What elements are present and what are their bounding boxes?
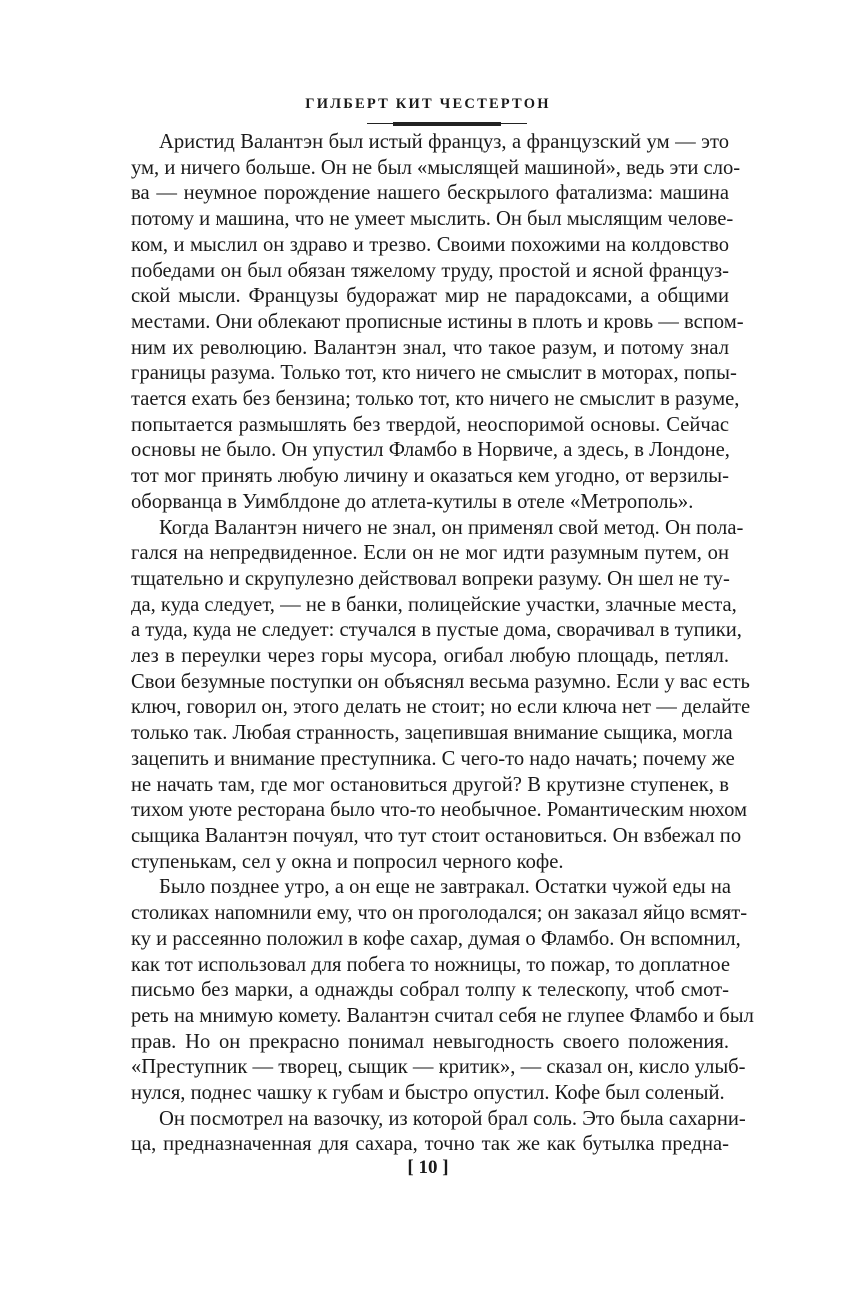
text-line: ум, и ничего больше. Он не был «мыслящей машиной», ведь эти сло- [131, 156, 741, 179]
running-header: ГИЛБЕРТ КИТ ЧЕСТЕРТОН [305, 96, 551, 112]
text-line: ца, предназначенная для сахара, точно так же как бутылка предна- [131, 1133, 729, 1156]
text-line: прав. Но он прекрасно понимал невыгодность своего положения. [131, 1030, 729, 1053]
text-line: основы не было. Он упустил Фламбо в Норвиче, а здесь, в Лондоне, [131, 439, 730, 462]
text-line: тается ехать без бензина; только тот, кто ничего не смыслит в разуме, [131, 388, 740, 411]
text-line: Было позднее утро, а он еще не завтракал. Остатки чужой еды на [159, 876, 732, 899]
text-line: только так. Любая странность, зацепившая внимание сыщика, могла [131, 722, 733, 745]
text-line: да, куда следует, — не в банки, полицейские участки, злачные места, [131, 593, 737, 616]
text-line: Когда Валантэн ничего не знал, он применял свой метод. Он пола- [159, 516, 744, 539]
text-line: ним их революцию. Валантэн знал, что такое разум, и потому знал [131, 336, 729, 359]
text-line: местами. Они облекают прописные истины в плоть и кровь — вспом- [131, 310, 744, 333]
text-line: лез в переулки через горы мусора, огибал любую площадь, петлял. [131, 645, 729, 668]
text-line: не начать там, где мог остановиться другой? В крутизне ступенек, в [131, 773, 729, 796]
text-line: сыщика Валантэн почуял, что тут стоит остановиться. Он взбежал по [131, 824, 742, 847]
text-line: тщательно и скрупулезно действовал вопреки разуму. Он шел не ту- [131, 567, 730, 590]
text-line: оборванца в Уимблдоне до атлета-кутилы в отеле «Метрополь». [131, 490, 694, 513]
text-line: ва — неумное порождение нашего бескрылого фатализма: машина [131, 182, 729, 205]
text-line: а туда, куда не следует: стучался в пустые дома, сворачивал в тупики, [131, 619, 742, 642]
text-line: реть на мнимую комету. Валантэн считал себя не глупее Фламбо и был [131, 1004, 754, 1027]
paragraph [131, 516, 751, 876]
text-line: гался на непредвиденное. Если он не мог идти разумным путем, он [131, 542, 729, 565]
page-number: [ 10 ] [407, 1157, 449, 1178]
text-line: «Преступник — творец, сыщик — критик», — сказал он, кисло улыб- [131, 1056, 746, 1079]
paragraph [131, 875, 754, 1106]
paragraph [131, 1107, 746, 1158]
text-line: Свои безумные поступки он объяснял весьма разумно. Если у вас есть [131, 670, 750, 693]
text-line: Аристид Валантэн был истый француз, а французский ум — это [159, 131, 729, 153]
text-line: ку и рассеянно положил в кофе сахар, думая о Фламбо. Он вспомнил, [131, 927, 741, 950]
text-line: ком, и мыслил он здраво и трезво. Своими похожими на колдовство [131, 233, 729, 256]
text-line: границы разума. Только тот, кто ничего не смыслит в моторах, попы- [131, 362, 737, 385]
text-line: ступенькам, сел у окна и попросил черного кофе. [131, 850, 564, 873]
text-line: нулся, поднес чашку к губам и быстро опустил. Кофе был соленый. [131, 1082, 725, 1105]
text-line: столиках напомнили ему, что он проголодался; он заказал яйцо всмят- [131, 902, 748, 925]
text-line: ской мысли. Французы будоражат мир не парадоксами, а общими [131, 285, 729, 308]
text-line: потому и машина, что не умеет мыслить. Он был мыслящим челове- [131, 208, 734, 231]
header-rule-accent [393, 122, 501, 126]
text-line: ключ, говорил он, этого делать не стоит; но если ключа нет — делайте [131, 696, 751, 719]
text-line: победами он был обязан тяжелому труду, простой и ясной француз- [131, 259, 729, 282]
text-line: тихом уюте ресторана было что-то необычное. Романтическим нюхом [131, 799, 748, 822]
text-line: зацепить и внимание преступника. С чего-то надо начать; почему же [131, 747, 735, 770]
body-text [131, 130, 754, 1158]
paragraph [131, 130, 744, 516]
text-line: тот мог принять любую личину и оказаться кем угодно, от верзилы- [131, 465, 729, 488]
text-line: Он посмотрел на вазочку, из которой брал соль. Это была сахарни- [159, 1107, 746, 1130]
text-line: письмо без марки, а однажды собрал толпу к телескопу, чтоб смот- [131, 979, 729, 1002]
text-line: попытается размышлять без твердой, неоспоримой основы. Сейчас [131, 413, 729, 436]
text-line: как тот использовал для побега то ножницы, то пожар, то доплатное [131, 953, 730, 976]
